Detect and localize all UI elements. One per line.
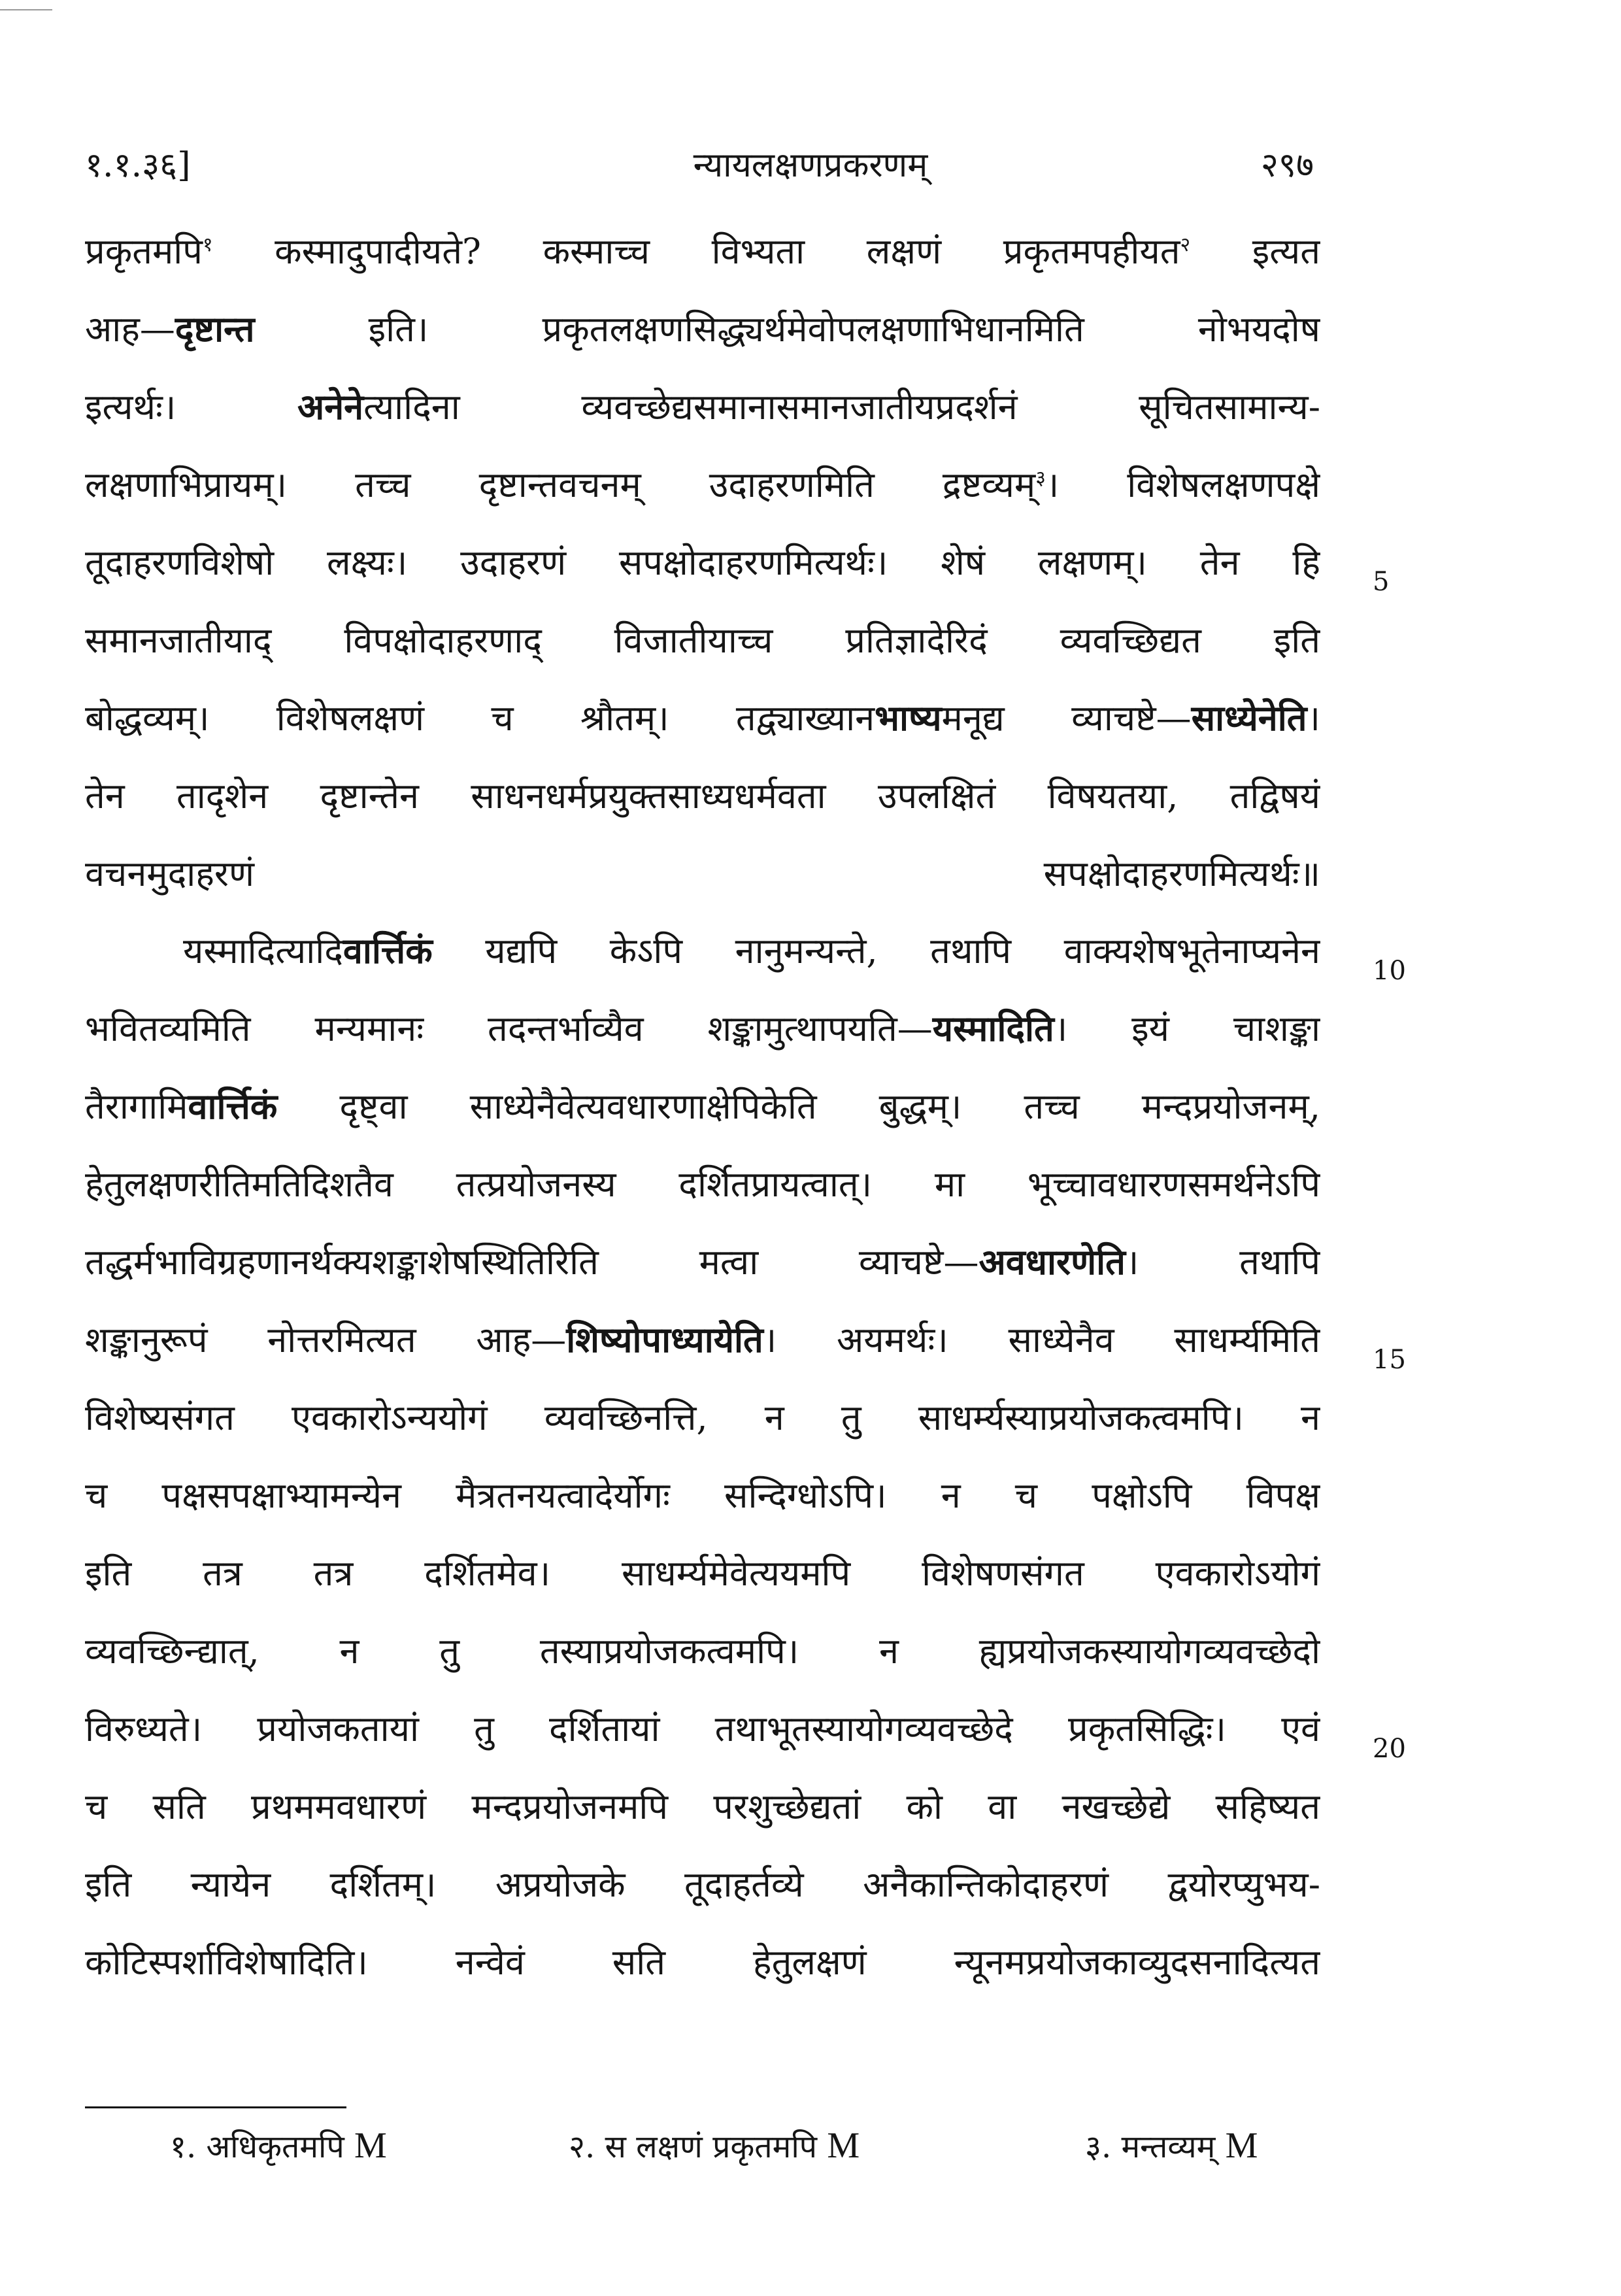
section-reference: १.१.३६]: [85, 146, 191, 185]
text-line: [85, 757, 1320, 835]
text-run: इति। प्रकृतलक्षणसिद्ध्यर्थमेवोपलक्षणाभिधानमिति नोभयदोष: [254, 309, 1320, 350]
line-number-20: 20: [1373, 1734, 1406, 1764]
line-number-15: 15: [1373, 1345, 1406, 1375]
text-run: व्यवच्छिन्द्यात्, न तु तस्याप्रयोजकत्वमपि। न ह्यप्रयोजकस्यायोगव्यवच्छेदो: [85, 1630, 1320, 1672]
bold-term: भाष्य: [875, 697, 942, 739]
text-run: शङ्कानुरूपं नोत्तरमित्यत आह—: [85, 1319, 567, 1360]
text-line: [85, 912, 1320, 990]
text-run: इत्यत: [1190, 231, 1320, 272]
text-run: दृष्ट्वा साध्येनैवेत्यवधारणाक्षेपिकेति बुद्धम्। तच्च मन्दप्रयोजनम्,: [277, 1086, 1320, 1127]
text-line: [85, 290, 1320, 368]
text-run: इति तत्र तत्र दर्शितमेव। साधर्म्यमेवेत्ययमपि विशेषणसंगत एवकारोऽयोगं: [85, 1553, 1320, 1594]
text-run: यस्मादित्यादि: [183, 930, 343, 971]
footnote-marker: २: [1180, 233, 1191, 256]
footnote-separator: [85, 2106, 346, 2108]
text-line: [85, 446, 1320, 524]
text-run: वचनमुदाहरणं सपक्षोदाहरणमित्यर्थः॥: [85, 853, 1320, 894]
bold-term: शिष्योपाध्यायेति: [566, 1319, 763, 1360]
text-line: [85, 990, 1320, 1068]
text-run: तेन तादृशेन दृष्टान्तेन साधनधर्मप्रयुक्तसाध्यधर्मवता उपलक्षितं विषयतया, तद्विषयं: [85, 775, 1320, 817]
text-run: । विशेषलक्षणपक्षे: [1045, 464, 1320, 505]
text-line: [85, 1379, 1320, 1457]
paragraph-1: [85, 212, 1320, 913]
text-run: कस्मादुपादीयते? कस्माच्च विभ्यता लक्षणं प्रकृतमपहीयत: [212, 231, 1180, 272]
footnote-marker: १: [202, 233, 213, 256]
bold-term: दृष्टान्त: [175, 308, 255, 350]
text-line: [85, 1690, 1320, 1768]
footnote-text: ३. मन्तव्यम्: [1085, 2129, 1216, 2165]
line-number-5: 5: [1373, 567, 1390, 597]
text-run: ।: [1307, 698, 1320, 739]
text-line: [85, 212, 1320, 290]
text-run: समानजातीयाद् विपक्षोदाहरणाद् विजातीयाच्च प्रतिज्ञादेरिदं व्यवच्छिद्यत इति: [85, 620, 1320, 661]
text-run: भवितव्यमिति मन्यमानः तदन्तर्भाव्यैव शङ्कामुत्थापयति—: [85, 1008, 933, 1049]
bold-term: वार्त्तिकं: [188, 1085, 278, 1127]
text-line: [85, 1145, 1320, 1223]
text-run: च पक्षसपक्षाभ्यामन्येन मैत्रतनयत्वादेर्योगः सन्दिग्धोऽपि। न च पक्षोऽपि विपक्ष: [85, 1475, 1320, 1516]
manuscript-siglum: M: [1225, 2125, 1258, 2166]
text-line: [85, 1534, 1320, 1612]
manuscript-siglum: M: [827, 2125, 860, 2166]
text-run: । तथापि: [1125, 1241, 1320, 1283]
text-line: [85, 1846, 1320, 1923]
text-line: [85, 1301, 1320, 1379]
text-line: [85, 601, 1320, 679]
line-number-10: 10: [1373, 956, 1406, 986]
text-line: [85, 835, 1320, 913]
text-run: हेतुलक्षणरीतिमतिदिशतैव तत्प्रयोजनस्य दर्शितप्रायत्वात्। मा भूच्चावधारणसमर्थनेऽपि: [85, 1164, 1320, 1205]
text-run: लक्षणाभिप्रायम्। तच्च दृष्टान्तवचनम् उदाहरणमिति द्रष्टव्यम्: [85, 464, 1036, 505]
footnote-marker: ३: [1035, 467, 1046, 490]
text-run: इत्यर्थः।: [85, 386, 297, 428]
text-run: मनूद्य व्याचष्टे—: [941, 698, 1192, 739]
manuscript-siglum: M: [354, 2125, 387, 2166]
bold-term: अवधारणेति: [978, 1241, 1126, 1283]
text-line: [85, 368, 1320, 446]
text-line: [85, 1223, 1320, 1301]
text-run: यद्यपि केऽपि नानुमन्यन्ते, तथापि वाक्यशेषभूतेनाप्यनेन: [432, 930, 1320, 971]
text-run: विशेष्यसंगत एवकारोऽन्ययोगं व्यवच्छिनत्ति, न तु साधर्म्यस्याप्रयोजकत्वमपि। न: [85, 1397, 1320, 1438]
text-run: तैरागामि: [85, 1086, 188, 1127]
text-run: । अयमर्थः। साध्येनैव साधर्म्यमिति: [763, 1319, 1320, 1360]
bold-term: साध्येनेति: [1191, 697, 1307, 739]
paragraph-2: [85, 912, 1320, 2001]
text-line: [85, 1457, 1320, 1534]
text-line: [85, 1768, 1320, 1846]
text-run: आह—: [85, 309, 175, 350]
running-title: न्यायलक्षणप्रकरणम्: [693, 146, 928, 185]
footnote-text: २. स लक्षणं प्रकृतमपि: [569, 2129, 818, 2165]
bold-term: वार्त्तिकं: [343, 930, 433, 971]
text-run: तद्धर्मभाविग्रहणानर्थक्यशङ्काशेषस्थितिरिति मत्वा व्याचष्टे—: [85, 1241, 979, 1283]
text-run: प्रकृतमपि: [85, 231, 203, 272]
text-line: [85, 1923, 1320, 2001]
footnote-3: [1085, 2125, 1258, 2167]
text-run: इति न्यायेन दर्शितम्। अप्रयोजके तूदाहर्तव्ये अनैकान्तिकोदाहरणं द्वयोरप्युभय-: [85, 1864, 1320, 1905]
text-run: त्यादिना व्यवच्छेद्यसमानासमानजातीयप्रदर्शनं सूचितसामान्य-: [363, 386, 1320, 428]
bold-term: अनेने: [297, 386, 364, 428]
text-line: [85, 1612, 1320, 1690]
text-run: बोद्धव्यम्। विशेषलक्षणं च श्रौतम्। तद्व्याख्यान: [85, 698, 875, 739]
footnote-2: [569, 2125, 860, 2167]
scan-edge-mark: [0, 9, 52, 10]
text-run: कोटिस्पर्शाविशेषादिति। नन्वेवं सति हेतुलक्षणं न्यूनमप्रयोजकाव्युदसनादित्यत: [85, 1942, 1320, 1983]
text-run: च सति प्रथममवधारणं मन्दप्रयोजनमपि परशुच्छेद्यतां को वा नखच्छेद्ये सहिष्यत: [85, 1786, 1320, 1827]
page-number: २९७: [1260, 146, 1314, 185]
text-line: [85, 679, 1320, 757]
text-run: तूदाहरणविशेषो लक्ष्यः। उदाहरणं सपक्षोदाहरणमित्यर्थः। शेषं लक्षणम्। तेन हि: [85, 542, 1320, 583]
text-line: [85, 1068, 1320, 1145]
footnote-text: १. अधिकृतमपि: [170, 2129, 344, 2165]
text-run: विरुध्यते। प्रयोजकतायां तु दर्शितायां तथाभूतस्यायोगव्यवच्छेदे प्रकृतसिद्धिः। एवं: [85, 1708, 1320, 1749]
text-run: । इयं चाशङ्का: [1054, 1008, 1320, 1049]
footnote-1: [170, 2125, 387, 2167]
text-line: [85, 524, 1320, 601]
bold-term: यस्मादिति: [932, 1007, 1054, 1049]
